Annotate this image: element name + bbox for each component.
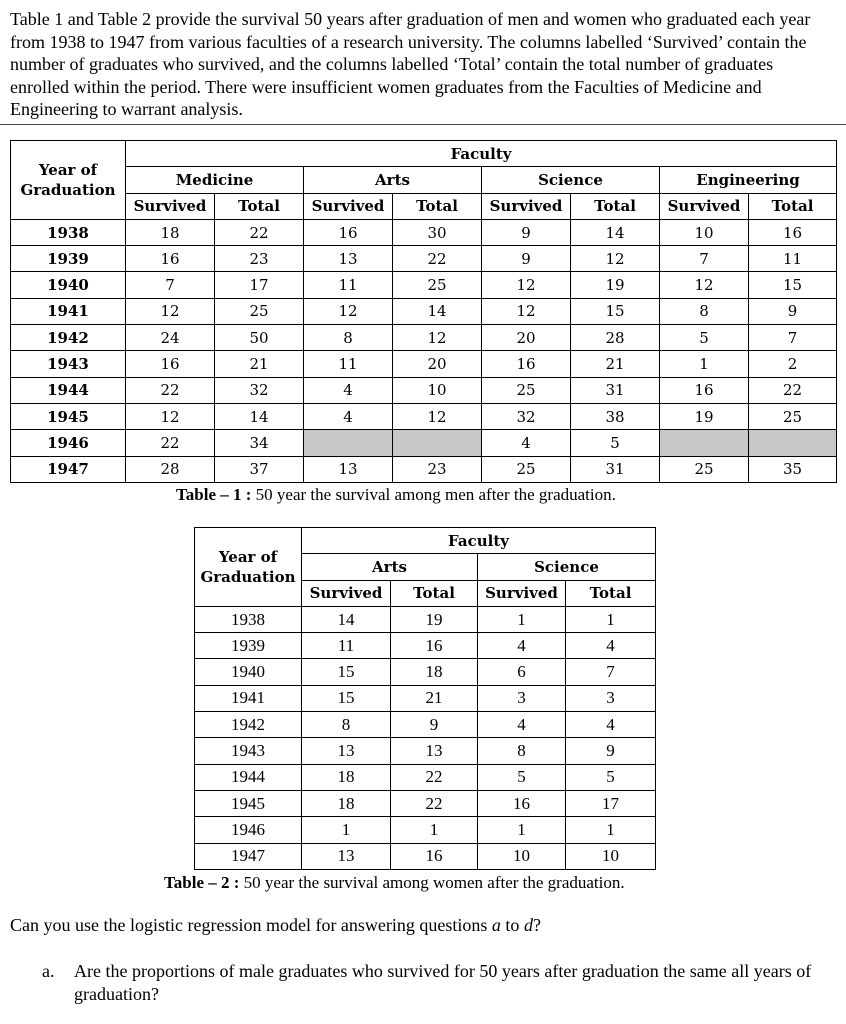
value-cell: 16 [126, 246, 215, 272]
value-cell: 10 [478, 843, 566, 869]
value-cell: 1 [660, 351, 749, 377]
value-cell: 22 [126, 377, 215, 403]
year-cell: 1947 [11, 456, 126, 482]
table-row [11, 377, 837, 403]
col-total: Total [393, 193, 482, 219]
faculty-science: Science [478, 554, 656, 580]
table2-caption-label: Table – 2 : [164, 873, 240, 892]
value-cell: 15 [571, 298, 660, 324]
value-cell: 19 [391, 606, 478, 632]
value-cell: 25 [660, 456, 749, 482]
value-cell: 25 [482, 377, 571, 403]
value-cell: 18 [391, 659, 478, 685]
value-cell: 19 [571, 272, 660, 298]
value-cell: 5 [571, 430, 660, 456]
item-text: Are the proportions of male graduates who survived for 50 years after graduation the same all years of graduation? [74, 961, 812, 1004]
value-cell: 15 [749, 272, 837, 298]
col-total: Total [391, 580, 478, 606]
value-cell: 31 [571, 456, 660, 482]
value-cell: 11 [304, 272, 393, 298]
value-cell: 16 [126, 351, 215, 377]
value-cell: 22 [749, 377, 837, 403]
question-prefix: Can you use the logistic regression model for answering questions [10, 915, 492, 935]
value-cell: 11 [749, 246, 837, 272]
table-row [195, 606, 656, 632]
value-cell: 28 [126, 456, 215, 482]
col-total: Total [749, 193, 837, 219]
question-d: d [523, 915, 533, 935]
value-cell: 7 [566, 659, 656, 685]
table-row [195, 685, 656, 711]
value-cell: 12 [126, 403, 215, 429]
value-cell: 7 [660, 246, 749, 272]
value-cell: 24 [126, 325, 215, 351]
table2-caption [164, 873, 625, 893]
value-cell: 1 [566, 606, 656, 632]
value-cell: 15 [302, 659, 391, 685]
value-cell: 23 [215, 246, 304, 272]
value-cell: 19 [660, 403, 749, 429]
value-cell: 5 [566, 764, 656, 790]
faculty-header: Faculty [126, 141, 837, 167]
value-cell: 23 [393, 456, 482, 482]
value-cell: 7 [749, 325, 837, 351]
value-cell: 28 [571, 325, 660, 351]
value-cell: 5 [478, 764, 566, 790]
value-cell: 12 [482, 298, 571, 324]
value-cell: 10 [660, 219, 749, 245]
value-cell: 35 [749, 456, 837, 482]
faculty-engineering: Engineering [660, 167, 837, 193]
year-cell: 1942 [11, 325, 126, 351]
value-cell: 16 [478, 790, 566, 816]
col-survived: Survived [302, 580, 391, 606]
value-cell: 9 [566, 738, 656, 764]
year-cell: 1941 [11, 298, 126, 324]
table-row [11, 403, 837, 429]
value-cell: 21 [391, 685, 478, 711]
value-cell: 12 [304, 298, 393, 324]
year-cell: 1943 [195, 738, 302, 764]
value-cell: 16 [749, 219, 837, 245]
item-marker: a. [42, 961, 55, 981]
table-row [195, 843, 656, 869]
value-cell: 22 [391, 790, 478, 816]
value-cell: 11 [304, 351, 393, 377]
year-cell: 1939 [195, 633, 302, 659]
value-cell: 8 [304, 325, 393, 351]
value-cell [393, 430, 482, 456]
question-item-a [36, 960, 826, 1005]
faculty-header: Faculty [302, 528, 656, 554]
value-cell: 9 [749, 298, 837, 324]
value-cell: 25 [393, 272, 482, 298]
faculty-arts: Arts [304, 167, 482, 193]
value-cell: 5 [660, 325, 749, 351]
value-cell: 16 [304, 219, 393, 245]
table-row [11, 298, 837, 324]
value-cell: 12 [571, 246, 660, 272]
year-header [195, 528, 302, 607]
col-total: Total [215, 193, 304, 219]
value-cell: 12 [126, 298, 215, 324]
women-survival-table [194, 527, 656, 870]
value-cell: 4 [566, 633, 656, 659]
value-cell [749, 430, 837, 456]
year-cell: 1944 [195, 764, 302, 790]
value-cell: 12 [393, 325, 482, 351]
value-cell: 12 [482, 272, 571, 298]
year-cell: 1941 [195, 685, 302, 711]
table-row [11, 219, 837, 245]
value-cell: 4 [482, 430, 571, 456]
table2-caption-text: 50 year the survival among women after the graduation. [243, 873, 625, 892]
value-cell: 25 [749, 403, 837, 429]
table-row [11, 272, 837, 298]
value-cell: 6 [478, 659, 566, 685]
col-survived: Survived [126, 193, 215, 219]
value-cell: 14 [393, 298, 482, 324]
value-cell: 4 [566, 712, 656, 738]
intro-paragraph: Table 1 and Table 2 provide the survival 50 years after graduation of men and women who graduated each year from 1938 to 1947 from various faculties of a research university. The columns labelled ‘Survived’ contain the number of graduates who survived, and the columns labelled ‘Total’ contain the total number of graduates enrolled within the period. There were insufficient women graduates from the Faculties of Medicine and Engineering to warrant analysis. [10, 9, 811, 119]
value-cell: 4 [304, 377, 393, 403]
table-row [11, 456, 837, 482]
value-cell: 32 [482, 403, 571, 429]
table1-caption [176, 485, 616, 505]
table-row [195, 633, 656, 659]
value-cell: 16 [391, 843, 478, 869]
value-cell: 13 [302, 738, 391, 764]
value-cell: 15 [302, 685, 391, 711]
table-row [195, 712, 656, 738]
year-cell: 1945 [195, 790, 302, 816]
value-cell: 32 [215, 377, 304, 403]
year-cell: 1946 [11, 430, 126, 456]
value-cell: 2 [749, 351, 837, 377]
table-row [195, 738, 656, 764]
value-cell: 9 [482, 246, 571, 272]
faculty-medicine: Medicine [126, 167, 304, 193]
value-cell: 20 [482, 325, 571, 351]
year-cell: 1940 [195, 659, 302, 685]
year-cell: 1938 [11, 219, 126, 245]
question-a: a [491, 915, 501, 935]
question-text [10, 915, 541, 936]
value-cell: 25 [482, 456, 571, 482]
value-cell: 16 [482, 351, 571, 377]
year-cell: 1940 [11, 272, 126, 298]
men-survival-table [10, 140, 837, 483]
table-row [11, 430, 837, 456]
year-cell: 1946 [195, 817, 302, 843]
question-suffix: ? [532, 915, 541, 935]
year-cell: 1938 [195, 606, 302, 632]
value-cell: 16 [660, 377, 749, 403]
value-cell [660, 430, 749, 456]
value-cell: 22 [126, 430, 215, 456]
year-cell: 1947 [195, 843, 302, 869]
table1-caption-text: 50 year the survival among men after the graduation. [255, 485, 616, 504]
value-cell: 13 [391, 738, 478, 764]
value-cell: 17 [566, 790, 656, 816]
faculty-science: Science [482, 167, 660, 193]
value-cell: 3 [566, 685, 656, 711]
table-row [195, 790, 656, 816]
value-cell: 14 [215, 403, 304, 429]
table-row [11, 351, 837, 377]
value-cell: 25 [215, 298, 304, 324]
col-total: Total [566, 580, 656, 606]
table1-caption-label: Table – 1 : [176, 485, 252, 504]
value-cell: 37 [215, 456, 304, 482]
col-total: Total [571, 193, 660, 219]
value-cell: 12 [393, 403, 482, 429]
value-cell: 50 [215, 325, 304, 351]
value-cell: 1 [302, 817, 391, 843]
table-row [195, 659, 656, 685]
value-cell: 13 [304, 246, 393, 272]
value-cell: 12 [660, 272, 749, 298]
year-header-text: Year of Graduation [20, 160, 116, 199]
value-cell: 14 [302, 606, 391, 632]
value-cell: 7 [126, 272, 215, 298]
faculty-arts: Arts [302, 554, 478, 580]
value-cell: 8 [478, 738, 566, 764]
value-cell: 1 [478, 817, 566, 843]
value-cell: 22 [215, 219, 304, 245]
value-cell: 30 [393, 219, 482, 245]
value-cell: 10 [393, 377, 482, 403]
value-cell: 16 [391, 633, 478, 659]
value-cell: 13 [304, 456, 393, 482]
table-row [11, 325, 837, 351]
value-cell: 34 [215, 430, 304, 456]
value-cell: 31 [571, 377, 660, 403]
value-cell: 18 [302, 764, 391, 790]
value-cell: 9 [391, 712, 478, 738]
divider [0, 124, 846, 125]
value-cell: 4 [478, 633, 566, 659]
value-cell: 1 [391, 817, 478, 843]
table-row [11, 246, 837, 272]
value-cell: 4 [478, 712, 566, 738]
value-cell: 18 [302, 790, 391, 816]
year-cell: 1939 [11, 246, 126, 272]
value-cell: 20 [393, 351, 482, 377]
value-cell: 21 [571, 351, 660, 377]
value-cell: 1 [478, 606, 566, 632]
value-cell: 22 [391, 764, 478, 790]
value-cell: 11 [302, 633, 391, 659]
year-header-text: Year of Graduation [200, 547, 296, 586]
question-to: to [500, 915, 524, 935]
value-cell: 14 [571, 219, 660, 245]
value-cell: 1 [566, 817, 656, 843]
table-row [195, 817, 656, 843]
year-cell: 1944 [11, 377, 126, 403]
col-survived: Survived [660, 193, 749, 219]
value-cell: 9 [482, 219, 571, 245]
value-cell: 38 [571, 403, 660, 429]
value-cell: 21 [215, 351, 304, 377]
year-cell: 1945 [11, 403, 126, 429]
year-cell: 1943 [11, 351, 126, 377]
value-cell: 17 [215, 272, 304, 298]
value-cell: 4 [304, 403, 393, 429]
value-cell: 13 [302, 843, 391, 869]
col-survived: Survived [482, 193, 571, 219]
year-cell: 1942 [195, 712, 302, 738]
value-cell: 8 [302, 712, 391, 738]
value-cell [304, 430, 393, 456]
value-cell: 22 [393, 246, 482, 272]
table-row [195, 764, 656, 790]
value-cell: 10 [566, 843, 656, 869]
col-survived: Survived [304, 193, 393, 219]
value-cell: 8 [660, 298, 749, 324]
value-cell: 3 [478, 685, 566, 711]
value-cell: 18 [126, 219, 215, 245]
year-header [11, 141, 126, 220]
col-survived: Survived [478, 580, 566, 606]
